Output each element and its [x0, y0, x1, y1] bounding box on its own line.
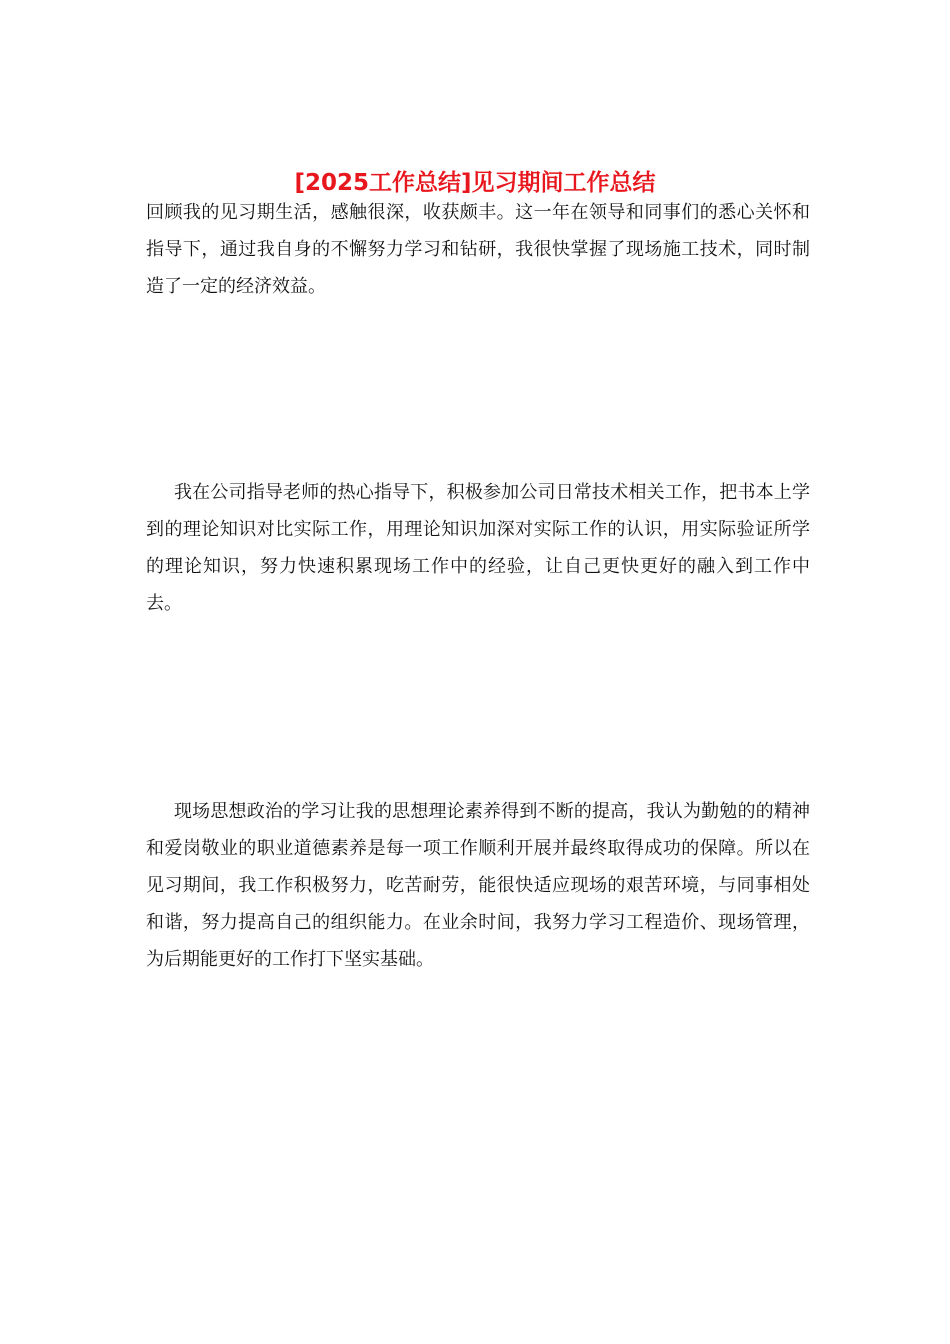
paragraph-1: 回顾我的见习期生活，感触很深，收获颇丰。这一年在领导和同事们的悉心关怀和指导下，通过我自身的不懈努力学习和钻研，我很快掌握了现场施工技术，同时制造了一定的经济效益。	[146, 202, 810, 297]
paragraph-3: 现场思想政治的学习让我的思想理论素养得到不断的提高，我认为勤勉的的精神和爱岗敬业的职业道德素养是每一项工作顺利开展并最终取得成功的保障。所以在见习期间，我工作积极努力，吃苦耐劳，能很快适应现场的艰苦环境，与同事相处和谐，努力提高自己的组织能力。在业余时间，我努力学习工程造价、现场管理，为后期能更好的工作打下坚实基础。	[146, 801, 810, 970]
document-title: [2025工作总结]见习期间工作总结	[294, 170, 656, 197]
paragraph-2: 我在公司指导老师的热心指导下，积极参加公司日常技术相关工作，把书本上学到的理论知识对比实际工作，用理论知识加深对实际工作的认识，用实际验证所学的理论知识，努力快速积累现场工作中的经验，让自己更快更好的融入到工作中去。	[146, 482, 810, 614]
